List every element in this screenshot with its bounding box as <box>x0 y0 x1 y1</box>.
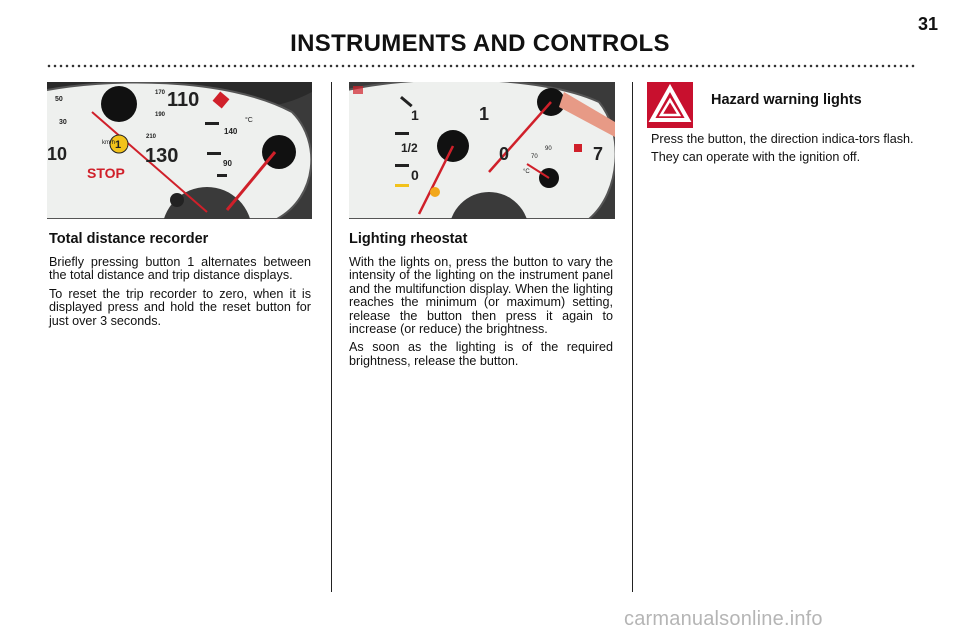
page-number: 31 <box>918 14 939 34</box>
speed-label-10: 10 <box>47 144 68 164</box>
speed-label-170: 170 <box>155 90 166 96</box>
speed-label-190: 190 <box>155 112 166 118</box>
hazard-heading: Hazard warning lights <box>711 92 862 108</box>
speed-unit-label: km/h <box>102 140 116 146</box>
fuel-empty-label: 0 <box>411 167 419 183</box>
column-divider-right <box>632 82 633 592</box>
total-distance-heading: Total distance recorder <box>49 231 209 247</box>
fuel-half-label: 1/2 <box>401 141 418 155</box>
temp-label-90: 90 <box>223 159 232 168</box>
column-divider-left <box>331 82 332 592</box>
hazard-paragraph-1: Press the button, the direction indica-tors flash. <box>651 132 914 146</box>
coolant-label-90: 90 <box>545 146 552 152</box>
rev-label-1: 1 <box>479 104 490 124</box>
hazard-triangle-icon <box>647 82 693 128</box>
lighting-rheostat-section <box>349 230 613 373</box>
page-title: INSTRUMENTS AND CONTROLS <box>290 30 670 57</box>
speed-label-30: 30 <box>59 119 67 126</box>
hazard-section <box>651 133 915 170</box>
coolant-unit-label: °C <box>523 169 530 175</box>
fuel-gauge-photo <box>349 82 615 219</box>
button-1-callout: 1 <box>115 139 122 151</box>
speedometer-photo <box>47 82 312 219</box>
rev-label-0: 0 <box>499 144 510 164</box>
hazard-paragraph-2: They can operate with the ignition off. <box>651 150 861 165</box>
temp-unit-label: °C <box>245 117 253 124</box>
total-distance-section <box>49 230 311 333</box>
fuel-full-label: 1 <box>411 107 419 123</box>
total-distance-paragraph-2: To reset the trip recorder to zero, when it is displayed press and hold the reset button for just over 3 seconds. <box>49 286 311 328</box>
watermark: carmanualsonline.info <box>624 608 823 630</box>
total-distance-paragraph-1: Briefly pressing button 1 alternates between the total distance and trip distance displays. <box>49 255 311 283</box>
rev-label-7: 7 <box>593 144 604 164</box>
temp-label-140: 140 <box>224 127 238 136</box>
lighting-rheostat-heading: Lighting rheostat <box>349 231 468 247</box>
stop-warning-label: STOP <box>87 165 125 181</box>
speed-label-210: 210 <box>146 134 157 140</box>
title-dotted-rule <box>46 64 916 68</box>
speed-label-50: 50 <box>55 96 63 103</box>
speed-label-130: 130 <box>145 145 179 167</box>
speed-label-110: 110 <box>167 89 200 111</box>
lighting-rheostat-paragraph-2: As soon as the lighting is of the required brightness, release the button. <box>349 340 613 368</box>
lighting-rheostat-paragraph-1: With the lights on, press the button to vary the intensity of the lighting on the instrument panel and the multifunction display. When the lighting reaches the minimum (or maximum) setting, release the button then press it again to increase (or reduce) the brightness. <box>349 255 613 337</box>
coolant-label-70: 70 <box>531 154 538 160</box>
